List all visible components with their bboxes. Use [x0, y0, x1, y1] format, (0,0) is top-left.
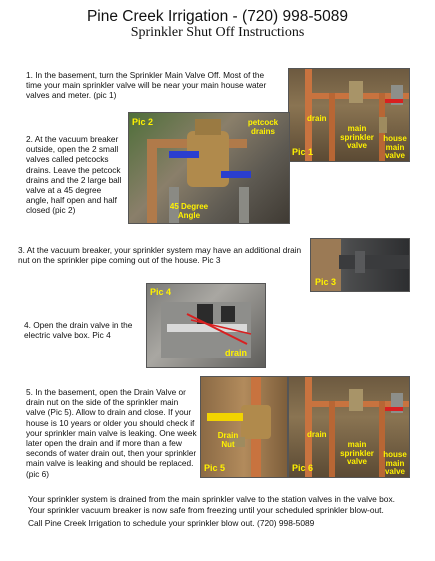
pic-6-photo	[288, 376, 410, 478]
footer-line-1: Your sprinkler system is drained from the main sprinkler valve to the station valves in the valve box.	[28, 494, 395, 504]
step-1-text: 1. In the basement, turn the Sprinkler Main Valve Off. Most of the time your main sprinkler valve will be near your main house water valves and meter. (pic 1)	[26, 70, 267, 101]
pic-3-photo	[310, 238, 410, 292]
pic-5-photo	[200, 376, 288, 478]
pic-6-main-valve-label: main sprinkler valve	[340, 440, 374, 466]
pic-4-drain-label: drain	[225, 348, 248, 358]
pic-2-photo	[128, 112, 290, 224]
pic-5-drain-nut-label: Drain Nut	[217, 431, 239, 449]
drain-nut-illustration	[201, 377, 287, 477]
page-subtitle: Sprinkler Shut Off Instructions	[130, 25, 305, 40]
pic-2-tag: Pic 2	[132, 117, 154, 127]
pic-2-angle-label: 45 Degree Angle	[169, 202, 209, 220]
pic-1-house-valve-label: house main valve	[383, 134, 407, 160]
pic-1-tag: Pic 1	[292, 147, 314, 157]
page-title: Pine Creek Irrigation - (720) 998-5089	[86, 8, 349, 25]
footer-line-3: Call Pine Creek Irrigation to schedule your sprinkler blow out. (720) 998-5089	[28, 518, 315, 528]
pic-6-house-valve-label: house main valve	[383, 450, 407, 476]
footer-line-2: Your sprinkler vacuum breaker is now safe from freezing until your scheduled sprinkler blow-out.	[28, 505, 384, 515]
pic-1-drain-label: drain	[307, 114, 327, 123]
pic-2-petcock-label: petcock drains	[247, 118, 279, 136]
pic-4-tag: Pic 4	[150, 287, 172, 297]
pic-5-tag: Pic 5	[204, 463, 226, 473]
pic-3-tag: Pic 3	[315, 277, 337, 287]
step-4-text: 4. Open the drain valve in the electric valve box. Pic 4	[24, 320, 133, 341]
pic-1-main-valve-label: main sprinkler valve	[340, 124, 374, 150]
step-5-text: 5. In the basement, open the Drain Valve or drain nut on the side of the sprinkler main valve (Pic 5). Allow to drain and close. If your house is 10 years or older you should check if your sprinkler main valve is leaking. One week later open the drain and if more than a few seconds of water drain out, then your sprinkler main valve is leaking and should be replaced. (pic 6)	[26, 387, 197, 479]
pic-1-photo	[288, 68, 410, 162]
pic-6-tag: Pic 6	[292, 463, 314, 473]
pic-6-drain-label: drain	[307, 430, 327, 439]
pic-4-photo	[146, 283, 266, 368]
step-3-text: 3. At the vacuum breaker, your sprinkler system may have an additional drain nut on the sprinkler pipe coming out of the house. Pic 3	[18, 245, 302, 266]
step-2-text: 2. At the vacuum breaker outside, open the 2 small valves called petcocks drains. Leave the petcock drains and the 2 large ball valve at a 45 degree angle, half open and half closed (pic 2)	[26, 134, 122, 216]
